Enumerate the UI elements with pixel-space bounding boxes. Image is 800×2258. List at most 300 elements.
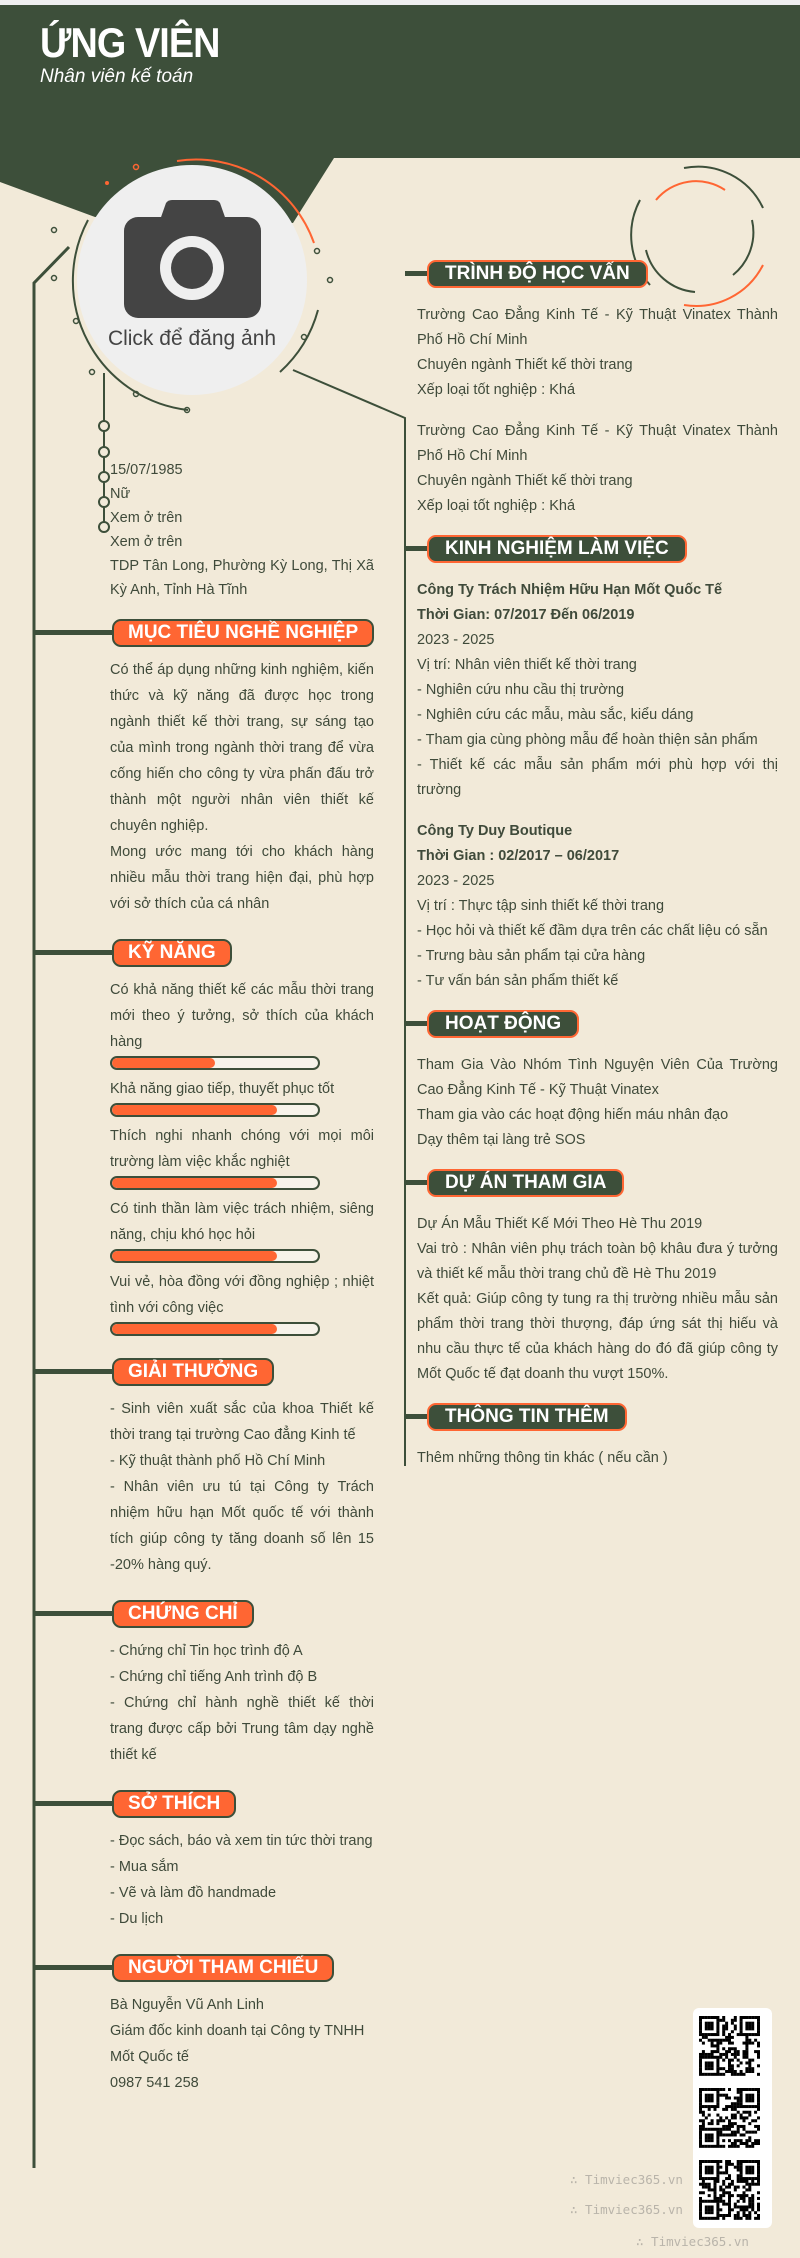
qr-module — [702, 2183, 705, 2186]
qr-module — [705, 2116, 708, 2119]
qr-module — [699, 2119, 702, 2122]
qr-module — [740, 2125, 743, 2128]
qr-module — [699, 2039, 702, 2042]
qr-module — [734, 2214, 737, 2217]
qr-module — [722, 2039, 725, 2042]
qr-module — [734, 2019, 737, 2022]
qr-module — [711, 2073, 714, 2076]
qr-module — [728, 2211, 731, 2214]
qr-module — [719, 2042, 722, 2045]
qr-module — [716, 2019, 719, 2022]
qr-module — [702, 2050, 705, 2053]
qr-module — [705, 2016, 708, 2019]
qr-module — [708, 2053, 711, 2056]
qr-module — [719, 2088, 722, 2091]
qr-module — [708, 2022, 711, 2025]
qr-module — [754, 2033, 757, 2036]
qr-module — [716, 2056, 719, 2059]
qr-module — [714, 2186, 717, 2189]
qr-module — [751, 2097, 754, 2100]
reference-position: Giám đốc kinh doanh tại Công ty TNHH Mốt Quốc tế — [110, 2023, 365, 2065]
qr-module — [705, 2033, 708, 2036]
qr-module — [740, 2139, 743, 2142]
qr-module — [699, 2174, 702, 2177]
qr-module — [748, 2042, 751, 2045]
qr-module — [734, 2050, 737, 2053]
qr-module — [708, 2145, 711, 2148]
references-section — [110, 1954, 374, 2096]
qr-module — [702, 2119, 705, 2122]
job-task: - Thiết kế các mẫu sản phẩm mới phù hợp với thị trường — [417, 757, 778, 798]
qr-module — [722, 2059, 725, 2062]
qr-module — [714, 2200, 717, 2203]
qr-module — [740, 2088, 743, 2091]
qr-module — [731, 2114, 734, 2117]
qr-module — [740, 2033, 743, 2036]
qr-module — [745, 2116, 748, 2119]
qr-module — [714, 2183, 717, 2186]
job-task: - Nghiên cứu các mẫu, màu sắc, kiểu dáng — [417, 707, 694, 723]
qr-module — [745, 2194, 748, 2197]
qr-module — [743, 2073, 746, 2076]
qr-module — [708, 2186, 711, 2189]
job-position: Vị trí: Nhân viên thiết kế thời trang — [417, 657, 637, 673]
qr-module — [757, 2191, 760, 2194]
qr-module — [745, 2025, 748, 2028]
education-school: Trường Cao Đẳng Kinh Tế - Kỹ Thuật Vinatex Thành Phố Hồ Chí Minh — [417, 307, 778, 348]
qr-module — [699, 2061, 702, 2064]
qr-module — [699, 2111, 702, 2114]
watermark-text: ∴ Timviec365.vn — [570, 2172, 683, 2187]
qr-module — [711, 2061, 714, 2064]
qr-module — [716, 2064, 719, 2067]
qr-module — [722, 2194, 725, 2197]
qr-module — [705, 2056, 708, 2059]
qr-module — [714, 2050, 717, 2053]
qr-module — [708, 2073, 711, 2076]
qr-module — [740, 2205, 743, 2208]
qr-module — [748, 2099, 751, 2102]
qr-module — [728, 2139, 731, 2142]
qr-module — [734, 2217, 737, 2220]
camera-icon — [124, 200, 261, 318]
qr-module — [722, 2180, 725, 2183]
right-column — [417, 260, 778, 1471]
watermark-text: ∴ Timviec365.vn — [570, 2202, 683, 2217]
qr-module — [754, 2050, 757, 2053]
qr-module — [705, 2205, 708, 2208]
awards-section — [110, 1358, 374, 1578]
qr-module — [702, 2114, 705, 2117]
qr-module — [699, 2091, 702, 2094]
qr-module — [751, 2169, 754, 2172]
qr-module — [737, 2073, 740, 2076]
qr-module — [731, 2105, 734, 2108]
skill-bar — [110, 1103, 320, 1117]
qr-module — [716, 2050, 719, 2053]
qr-module — [748, 2097, 751, 2100]
qr-module — [737, 2180, 740, 2183]
qr-module — [714, 2197, 717, 2200]
qr-module — [699, 2099, 702, 2102]
qr-module — [705, 2067, 708, 2070]
qr-module — [708, 2166, 711, 2169]
qr-module — [725, 2169, 728, 2172]
qr-module — [731, 2133, 734, 2136]
qr-module — [728, 2163, 731, 2166]
education-rank: Xếp loại tốt nghiệp : Khá — [417, 382, 576, 398]
award-item: - Sinh viên xuất sắc của khoa Thiết kế thời trang tại trường Cao đẳng Kinh tế — [110, 1401, 374, 1443]
qr-module — [728, 2105, 731, 2108]
qr-module — [751, 2142, 754, 2145]
qr-module — [716, 2047, 719, 2050]
qr-module — [751, 2119, 754, 2122]
qr-module — [748, 2027, 751, 2030]
qr-module — [743, 2200, 746, 2203]
qr-module — [737, 2125, 740, 2128]
qr-module — [754, 2160, 757, 2163]
qr-module — [716, 2145, 719, 2148]
qr-module — [716, 2211, 719, 2214]
qr-module — [708, 2114, 711, 2117]
qr-module — [731, 2116, 734, 2119]
qr-module — [716, 2094, 719, 2097]
qr-module — [711, 2033, 714, 2036]
skill-label: Vui vẻ, hòa đồng với đồng nghiệp ; nhiệt tình với công việc — [110, 1274, 374, 1316]
qr-module — [711, 2166, 714, 2169]
qr-module — [714, 2073, 717, 2076]
qr-module — [737, 2102, 740, 2105]
qr-module — [748, 2105, 751, 2108]
qr-module — [722, 2145, 725, 2148]
qr-module — [731, 2042, 734, 2045]
qr-module — [705, 2183, 708, 2186]
qr-module — [737, 2169, 740, 2172]
qr-module — [716, 2114, 719, 2117]
qr-module — [725, 2125, 728, 2128]
qr-module — [748, 2131, 751, 2134]
qr-module — [719, 2056, 722, 2059]
qr-module — [705, 2160, 708, 2163]
qr-module — [714, 2180, 717, 2183]
skill-bar — [110, 1249, 320, 1263]
qr-module — [728, 2194, 731, 2197]
qr-module — [757, 2160, 760, 2163]
qr-module — [751, 2025, 754, 2028]
education-major: Chuyên ngành Thiết kế thời trang — [417, 357, 633, 373]
qr-module — [757, 2169, 760, 2172]
qr-module — [748, 2188, 751, 2191]
qr-module — [716, 2044, 719, 2047]
qr-module — [754, 2105, 757, 2108]
qr-module — [745, 2139, 748, 2142]
qr-module — [734, 2108, 737, 2111]
qr-module — [702, 2160, 705, 2163]
qr-module — [728, 2128, 731, 2131]
qr-module — [751, 2105, 754, 2108]
qr-module — [728, 2064, 731, 2067]
qr-module — [751, 2070, 754, 2073]
qr-module — [751, 2022, 754, 2025]
qr-module — [754, 2142, 757, 2145]
qr-module — [702, 2191, 705, 2194]
qr-module — [705, 2036, 708, 2039]
hobby-item: - Du lịch — [110, 1911, 164, 1927]
qr-module — [731, 2183, 734, 2186]
qr-module — [702, 2033, 705, 2036]
experience-section — [417, 535, 778, 994]
objective-section — [110, 619, 374, 917]
qr-module — [711, 2053, 714, 2056]
qr-module — [754, 2016, 757, 2019]
hobbies-list — [110, 1828, 374, 1932]
experience-heading: KINH NGHIỆM LÀM VIỆC — [427, 535, 687, 563]
qr-module — [711, 2122, 714, 2125]
qr-module — [725, 2191, 728, 2194]
qr-module — [708, 2211, 711, 2214]
qr-module — [714, 2191, 717, 2194]
extra-info-section — [417, 1403, 778, 1471]
qr-module — [751, 2016, 754, 2019]
project-role: Vai trò : Nhân viên phụ trách toàn bộ khâu đưa ý tưởng và thiết kế mẫu thời trang chủ đề Hè Thu 2019 — [417, 1241, 778, 1282]
qr-module — [702, 2217, 705, 2220]
qr-module — [722, 2030, 725, 2033]
qr-module — [719, 2188, 722, 2191]
qr-module — [699, 2205, 702, 2208]
qr-module — [731, 2163, 734, 2166]
qr-module — [743, 2177, 746, 2180]
qr-module — [748, 2033, 751, 2036]
reference-name: Bà Nguyễn Vũ Anh Linh — [110, 1997, 264, 2013]
qr-module — [711, 2136, 714, 2139]
qr-module — [743, 2160, 746, 2163]
qr-module — [716, 2214, 719, 2217]
qr-module — [745, 2022, 748, 2025]
qr-module — [708, 2122, 711, 2125]
qr-module — [702, 2180, 705, 2183]
qr-module — [699, 2108, 702, 2111]
qr-module — [711, 2039, 714, 2042]
qr-module — [751, 2027, 754, 2030]
certificates-list — [110, 1638, 374, 1768]
birth-date: 15/07/1985 — [110, 462, 183, 478]
qr-module — [748, 2070, 751, 2073]
qr-module — [708, 2139, 711, 2142]
qr-module — [705, 2061, 708, 2064]
qr-module — [711, 2188, 714, 2191]
qr-module — [716, 2059, 719, 2062]
awards-heading: GIẢI THƯỞNG — [112, 1358, 274, 1386]
qr-module — [754, 2217, 757, 2220]
qr-module — [745, 2166, 748, 2169]
qr-module — [757, 2030, 760, 2033]
qr-module — [745, 2145, 748, 2148]
qr-module — [716, 2142, 719, 2145]
qr-module — [751, 2183, 754, 2186]
qr-module — [699, 2136, 702, 2139]
qr-module — [748, 2214, 751, 2217]
qr-module — [748, 2136, 751, 2139]
qr-module — [728, 2061, 731, 2064]
qr-module — [737, 2200, 740, 2203]
qr-module — [716, 2022, 719, 2025]
qr-module — [711, 2105, 714, 2108]
qr-module — [722, 2047, 725, 2050]
address: TDP Tân Long, Phường Kỳ Long, Thị Xã Kỳ Anh, Tỉnh Hà Tĩnh — [110, 558, 374, 598]
qr-module — [751, 2099, 754, 2102]
qr-module — [699, 2183, 702, 2186]
skill-bar-fill — [112, 1058, 215, 1068]
qr-module — [719, 2131, 722, 2134]
qr-module — [714, 2108, 717, 2111]
qr-module — [714, 2160, 717, 2163]
qr-module — [740, 2114, 743, 2117]
qr-module — [702, 2036, 705, 2039]
education-major: Chuyên ngành Thiết kế thời trang — [417, 473, 633, 489]
education-school: Trường Cao Đẳng Kinh Tế - Kỹ Thuật Vinatex Thành Phố Hồ Chí Minh — [417, 423, 778, 464]
qr-module — [711, 2022, 714, 2025]
qr-module — [748, 2169, 751, 2172]
qr-module — [731, 2036, 734, 2039]
qr-module — [699, 2073, 702, 2076]
certificate-item: - Chứng chỉ hành nghề thiết kế thời trang được cấp bởi Trung tâm dạy nghề thiết kế — [110, 1695, 374, 1763]
qr-module — [745, 2016, 748, 2019]
qr-module — [711, 2177, 714, 2180]
qr-module — [722, 2067, 725, 2070]
job-period: Thời Gian : 02/2017 – 06/2017 — [417, 848, 620, 864]
qr-module — [731, 2122, 734, 2125]
qr-module — [743, 2056, 746, 2059]
hobby-item: - Vẽ và làm đồ handmade — [110, 1885, 277, 1901]
email: Xem ở trên — [110, 534, 183, 550]
qr-module — [708, 2205, 711, 2208]
qr-module — [711, 2205, 714, 2208]
skill-bar-fill — [112, 1324, 277, 1334]
qr-module — [699, 2059, 702, 2062]
objective-paragraph: Có thể áp dụng những kinh nghiệm, kiến thức và kỹ năng đã được học trong ngành thiết kế thời trang, sự sáng tạo của mình trong ngành thời trang để vừa cống hiến cho công ty vừa phấn đấu trở thành một người nhân viên thiết kế chuyên nghiệp. — [110, 662, 374, 834]
qr-module — [728, 2050, 731, 2053]
qr-module — [734, 2122, 737, 2125]
qr-module — [751, 2177, 754, 2180]
qr-module — [711, 2171, 714, 2174]
qr-module — [740, 2208, 743, 2211]
qr-module — [699, 2139, 702, 2142]
job-years: 2023 - 2025 — [417, 632, 495, 648]
qr-module — [725, 2050, 728, 2053]
qr-module — [740, 2171, 743, 2174]
qr-module — [728, 2174, 731, 2177]
qr-module — [722, 2214, 725, 2217]
qr-module — [740, 2102, 743, 2105]
qr-module — [716, 2203, 719, 2206]
skill-bar-fill — [112, 1178, 277, 1188]
qr-module — [754, 2177, 757, 2180]
qr-module — [725, 2177, 728, 2180]
qr-module — [751, 2059, 754, 2062]
qr-module — [731, 2208, 734, 2211]
qr-module — [705, 2022, 708, 2025]
skill-bar-fill — [112, 1251, 277, 1261]
qr-module — [745, 2067, 748, 2070]
qr-module — [737, 2105, 740, 2108]
qr-module — [743, 2191, 746, 2194]
qr-module — [725, 2166, 728, 2169]
skills-list — [110, 977, 374, 1336]
qr-module — [754, 2125, 757, 2128]
qr-module — [705, 2177, 708, 2180]
qr-module — [716, 2139, 719, 2142]
qr-module — [748, 2088, 751, 2091]
qr-module — [699, 2094, 702, 2097]
qr-module — [734, 2133, 737, 2136]
qr-module — [705, 2200, 708, 2203]
hobby-item: - Mua sắm — [110, 1859, 179, 1875]
qr-module — [728, 2070, 731, 2073]
qr-module — [745, 2061, 748, 2064]
qr-module — [699, 2056, 702, 2059]
qr-module — [705, 2097, 708, 2100]
qr-module — [722, 2016, 725, 2019]
qr-module — [708, 2194, 711, 2197]
qr-module — [731, 2180, 734, 2183]
qr-module — [737, 2131, 740, 2134]
qr-module — [716, 2039, 719, 2042]
qr-module — [725, 2094, 728, 2097]
qr-module — [699, 2125, 702, 2128]
qr-module — [757, 2171, 760, 2174]
qr-module — [705, 2025, 708, 2028]
qr-module — [745, 2042, 748, 2045]
qr-module — [754, 2183, 757, 2186]
qr-module — [745, 2036, 748, 2039]
objective-heading: MỤC TIÊU NGHỀ NGHIỆP — [112, 619, 374, 647]
qr-module — [705, 2211, 708, 2214]
qr-module — [702, 2105, 705, 2108]
qr-module — [728, 2208, 731, 2211]
qr-module — [734, 2105, 737, 2108]
qr-module — [745, 2047, 748, 2050]
qr-module — [705, 2099, 708, 2102]
qr-module — [702, 2125, 705, 2128]
qr-module — [708, 2027, 711, 2030]
qr-module — [740, 2091, 743, 2094]
objective-text — [110, 657, 374, 917]
job-company: Công Ty Trách Nhiệm Hữu Hạn Mốt Quốc Tế — [417, 582, 723, 598]
qr-module — [708, 2183, 711, 2186]
qr-module — [731, 2047, 734, 2050]
qr-module — [751, 2067, 754, 2070]
skills-heading: KỸ NĂNG — [112, 939, 232, 967]
qr-module — [722, 2200, 725, 2203]
qr-module — [716, 2061, 719, 2064]
qr-module — [705, 2073, 708, 2076]
qr-module — [702, 2056, 705, 2059]
qr-module — [743, 2042, 746, 2045]
qr-module — [734, 2070, 737, 2073]
qr-module — [734, 2186, 737, 2189]
qr-module — [711, 2050, 714, 2053]
qr-module — [745, 2044, 748, 2047]
qr-module — [708, 2128, 711, 2131]
qr-module — [699, 2027, 702, 2030]
upload-photo-button[interactable]: Click để đăng ảnh — [107, 327, 277, 350]
skill-label: Khả năng giao tiếp, thuyết phục tốt — [110, 1081, 335, 1097]
job-title: Nhân viên kế toán — [40, 66, 194, 87]
qr-module — [748, 2114, 751, 2117]
qr-module — [748, 2061, 751, 2064]
qr-module — [699, 2053, 702, 2056]
qr-module — [716, 2177, 719, 2180]
